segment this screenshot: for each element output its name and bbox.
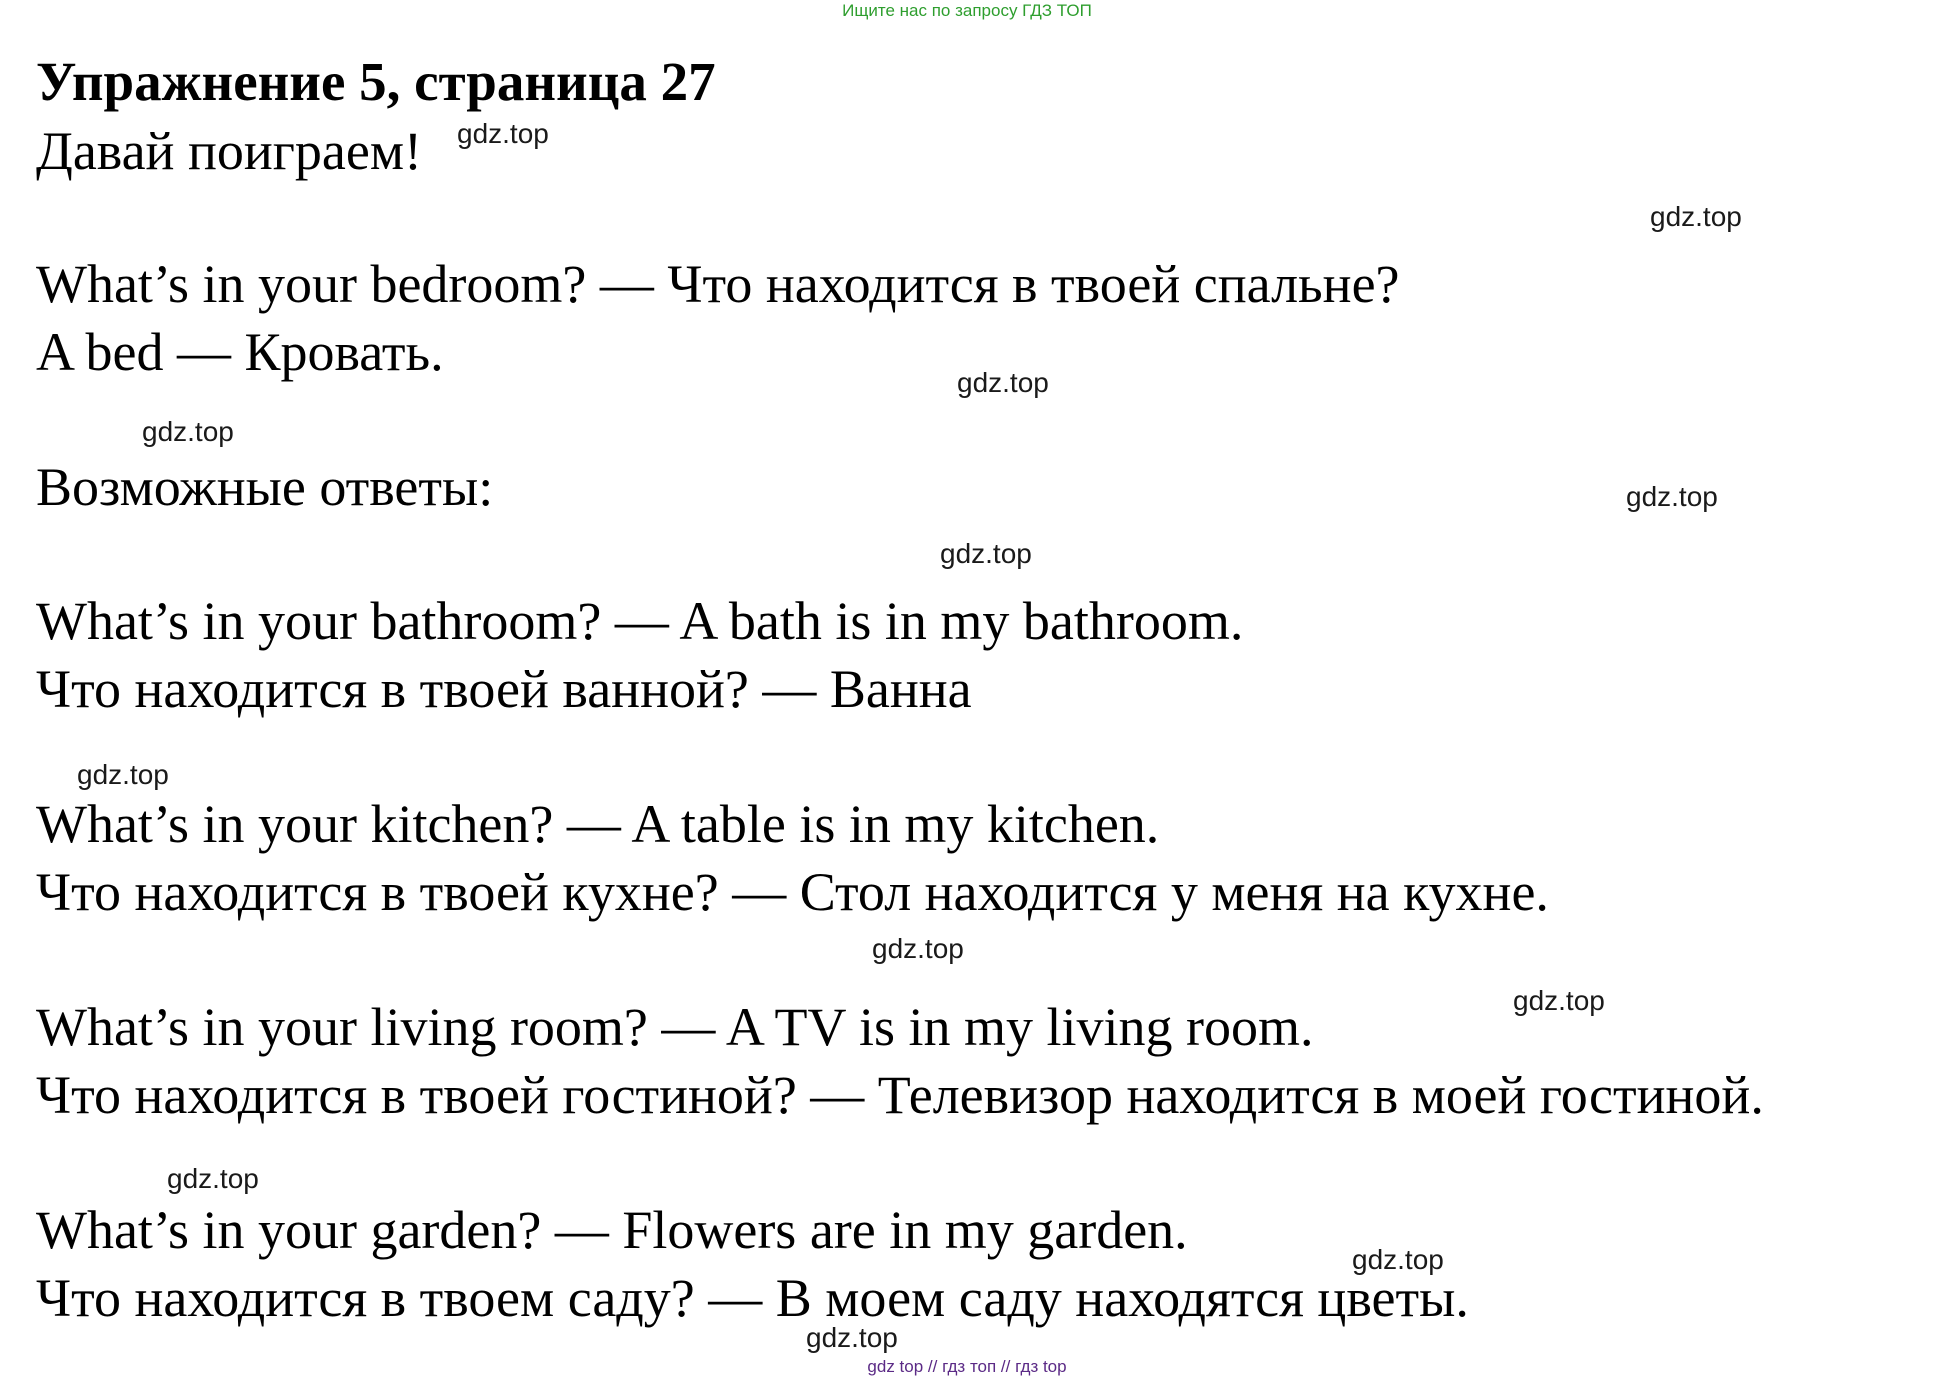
footer-watermark: gdz top // гдз топ // гдз top (867, 1357, 1067, 1376)
watermark: gdz.top (957, 367, 1049, 398)
page-title: Упражнение 5, страница 27 (36, 51, 716, 112)
qa-kitchen-en: What’s in your kitchen? — A table is in my kitchen. (36, 794, 1160, 854)
watermark: gdz.top (1650, 201, 1742, 232)
watermark: gdz.top (142, 416, 234, 447)
qa-bathroom-en: What’s in your bathroom? — A bath is in my bathroom. (36, 591, 1244, 651)
answers-heading: Возможные ответы: (36, 457, 494, 517)
watermark: gdz.top (872, 933, 964, 964)
watermark: gdz.top (1626, 481, 1718, 512)
subtitle: Давай поиграем! (36, 121, 422, 181)
qa-kitchen-ru: Что находится в твоей кухне? — Стол находится у меня на кухне. (36, 862, 1549, 922)
watermark: gdz.top (167, 1163, 259, 1194)
qa-bathroom-ru: Что находится в твоей ванной? — Ванна (36, 659, 972, 719)
watermark: gdz.top (806, 1322, 898, 1353)
watermark: gdz.top (457, 118, 549, 149)
watermark: gdz.top (77, 759, 169, 790)
example-answer: A bed — Кровать. (36, 322, 444, 382)
qa-garden-en: What’s in your garden? — Flowers are in my garden. (36, 1200, 1188, 1260)
example-question: What’s in your bedroom? — Что находится в твоей спальне? (36, 254, 1400, 314)
qa-living-room-en: What’s in your living room? — A TV is in my living room. (36, 997, 1314, 1057)
watermark: gdz.top (940, 538, 1032, 569)
watermark: gdz.top (1513, 985, 1605, 1016)
search-hint: Ищите нас по запросу ГДЗ ТОП (842, 1, 1092, 20)
watermark: gdz.top (1352, 1244, 1444, 1275)
qa-garden-ru: Что находится в твоем саду? — В моем саду находятся цветы. (36, 1268, 1469, 1328)
qa-living-room-ru: Что находится в твоей гостиной? — Телевизор находится в моей гостиной. (36, 1065, 1764, 1125)
